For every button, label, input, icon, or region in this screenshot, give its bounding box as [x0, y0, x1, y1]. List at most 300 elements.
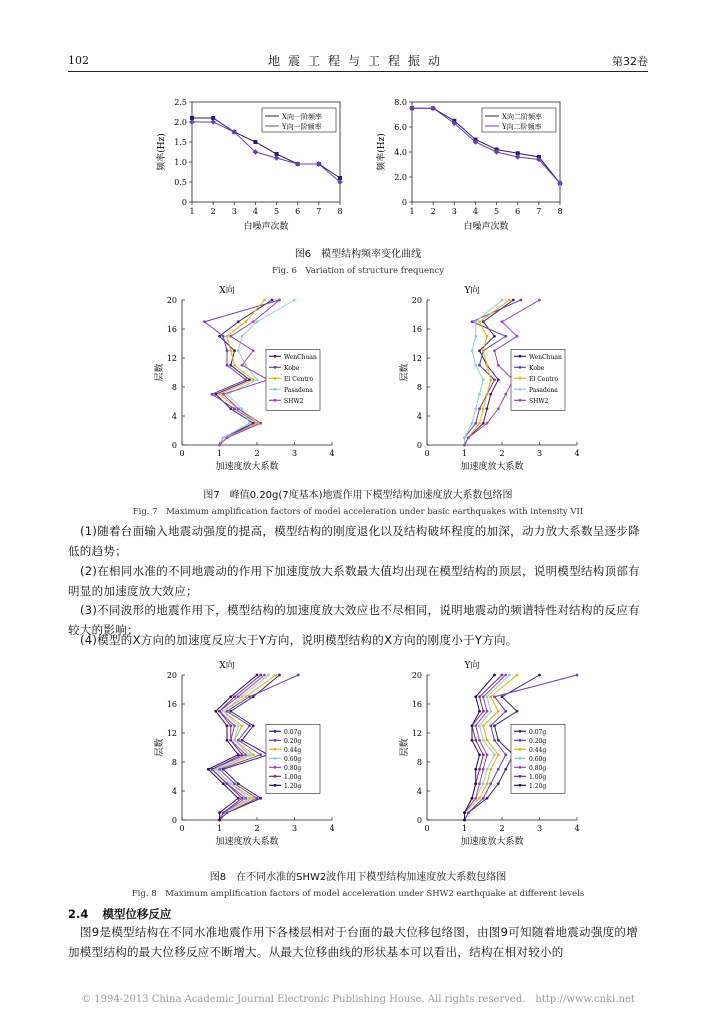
y-tick-label: 4 — [171, 412, 177, 421]
data-point — [189, 119, 195, 125]
data-point — [497, 378, 500, 381]
y-tick-label: 6.0 — [394, 123, 407, 132]
x-tick-label: 7 — [536, 207, 542, 216]
legend-label: WenChuan — [529, 353, 562, 361]
data-point — [576, 674, 579, 677]
data-point — [486, 335, 489, 338]
data-point — [486, 364, 489, 367]
data-point — [241, 797, 244, 800]
data-point — [256, 797, 259, 800]
legend-label: El Centro — [284, 375, 314, 383]
data-point — [489, 782, 492, 785]
y-tick-label: 4 — [416, 787, 422, 796]
data-point — [478, 422, 481, 425]
data-point — [493, 674, 496, 677]
data-point — [203, 320, 206, 323]
x-tick-label: 4 — [329, 824, 335, 833]
data-point — [237, 797, 240, 800]
y-tick-label: 0 — [171, 441, 177, 450]
data-point — [233, 739, 236, 742]
x-tick-label: 2 — [254, 449, 260, 458]
y-axis-label: 层数 — [400, 363, 410, 382]
data-point — [474, 422, 477, 425]
data-point — [497, 710, 500, 713]
data-point — [478, 797, 481, 800]
data-point — [256, 674, 259, 677]
fig6-caption-en: Fig. 6 Variation of structure frequency — [271, 266, 445, 276]
fig7-y-chart — [395, 280, 605, 470]
data-point — [486, 739, 489, 742]
data-point — [229, 407, 232, 410]
data-point — [233, 695, 236, 698]
data-point — [278, 674, 281, 677]
data-point — [467, 436, 470, 439]
list-item-3: (3)不同波形的地震作用下，模型结构的加速度放大效应也不尽相同，说明地震动的频谱特性对结构的反应有较大的影响； — [68, 603, 640, 637]
data-point — [504, 768, 507, 771]
data-point — [504, 753, 507, 756]
data-point — [493, 753, 496, 756]
data-point — [474, 724, 477, 727]
x-tick-label: 2 — [499, 824, 505, 833]
data-point — [222, 393, 225, 396]
y-tick-label: 0.5 — [174, 178, 187, 187]
fig6-left-chart — [150, 90, 350, 230]
data-point — [478, 739, 481, 742]
y-tick-label: 4 — [416, 412, 422, 421]
journal-title: 地震工程与工程振动 — [267, 54, 448, 68]
legend-label: Pasadena — [284, 386, 313, 394]
legend-marker — [519, 377, 522, 380]
y-tick-label: 20 — [166, 296, 177, 305]
data-point — [504, 710, 507, 713]
x-axis-label: 加速度放大系数 — [460, 837, 524, 847]
data-point — [474, 407, 477, 410]
y-tick-label: 20 — [166, 671, 177, 680]
data-point — [504, 674, 507, 677]
list-item-4: (4)模型的X方向的加速度反应大于Y方向，说明模型结构的X方向的刚度小于Y方向。 — [80, 633, 518, 647]
legend-label: Kobe — [284, 364, 300, 372]
x-tick-label: 3 — [536, 824, 543, 833]
legend-label: 0.80g — [284, 764, 302, 772]
page-number: 102 — [68, 54, 89, 67]
data-point — [489, 710, 492, 713]
data-point — [482, 349, 485, 352]
data-point — [226, 436, 229, 439]
data-point — [229, 349, 232, 352]
data-point — [486, 695, 489, 698]
fig7-caption-zh: 图7 峰值0.20g(7度基本)地震作用下模型结构加速度放大系数包络图 — [203, 490, 513, 501]
chart-title: Y向 — [464, 661, 480, 671]
data-point — [297, 674, 300, 677]
legend-label: SHW2 — [284, 397, 304, 405]
data-point — [489, 393, 492, 396]
data-point — [237, 782, 240, 785]
data-point — [226, 782, 229, 785]
data-point — [493, 724, 496, 727]
data-point — [237, 407, 240, 410]
data-point — [222, 782, 225, 785]
data-point — [259, 422, 262, 425]
x-tick-label: 3 — [231, 207, 237, 216]
data-point — [478, 364, 481, 367]
legend-marker — [519, 388, 522, 391]
data-point — [482, 768, 485, 771]
copyright-footer: © 1994-2013 China Academic Journal Electronic Publishing House. All rights reserved. http://www.cnki.net — [81, 994, 635, 1005]
data-point — [229, 695, 232, 698]
x-tick-label: 2 — [430, 207, 436, 216]
data-point — [226, 349, 229, 352]
y-tick-label: 0 — [181, 198, 187, 207]
y-tick-label: 20 — [411, 296, 422, 305]
data-point — [486, 393, 489, 396]
page-header — [68, 50, 648, 72]
y-tick-label: 1.5 — [174, 138, 187, 147]
y-tick-label: 4 — [171, 787, 177, 796]
x-tick-label: 0 — [179, 449, 185, 458]
data-point — [274, 155, 280, 161]
legend-marker — [519, 766, 522, 769]
data-point — [482, 407, 485, 410]
x-tick-label: 4 — [574, 449, 580, 458]
legend-label: El Centro — [529, 375, 559, 383]
y-axis-label: 频率(Hz) — [157, 133, 167, 171]
x-tick-label: 5 — [274, 207, 280, 216]
data-point — [478, 393, 481, 396]
data-point — [516, 335, 519, 338]
data-point — [489, 724, 492, 727]
legend-marker — [274, 377, 277, 380]
data-point — [237, 739, 240, 742]
data-point — [271, 299, 274, 302]
data-point — [241, 407, 244, 410]
x-tick-label: 1 — [461, 824, 468, 833]
legend-label: X向一阶频率 — [282, 113, 322, 121]
y-tick-label: 0 — [401, 198, 407, 207]
legend-label: 0.20g — [529, 737, 547, 745]
data-point — [474, 739, 477, 742]
y-tick-label: 12 — [411, 729, 422, 738]
data-point — [486, 422, 489, 425]
legend-label: 0.07g — [529, 728, 547, 736]
data-point — [489, 695, 492, 698]
x-tick-label: 1 — [216, 449, 223, 458]
fig8-x-chart — [150, 655, 360, 845]
data-point — [497, 782, 500, 785]
y-tick-label: 2.0 — [394, 173, 407, 182]
data-point — [512, 299, 515, 302]
x-tick-label: 1 — [409, 207, 415, 216]
data-point — [508, 674, 511, 677]
legend-marker — [519, 730, 522, 733]
fig7-x-chart — [150, 280, 360, 470]
section-number: 2.4 — [68, 907, 89, 921]
data-point — [493, 695, 496, 698]
data-point — [253, 140, 257, 144]
data-point — [482, 695, 485, 698]
data-point — [463, 811, 466, 814]
data-point — [248, 695, 251, 698]
data-point — [482, 378, 485, 381]
data-point — [478, 320, 481, 323]
data-point — [233, 724, 236, 727]
y-tick-label: 2.0 — [174, 118, 187, 127]
data-point — [211, 393, 214, 396]
data-point — [226, 364, 229, 367]
data-point — [293, 299, 296, 302]
data-point — [486, 407, 489, 410]
data-point — [482, 320, 485, 323]
chart-title: X向 — [219, 286, 235, 296]
chart-title: X向 — [219, 661, 235, 671]
data-point — [519, 299, 522, 302]
x-tick-label: 0 — [424, 449, 430, 458]
x-tick-label: 6 — [295, 207, 301, 216]
data-point — [214, 710, 217, 713]
x-tick-label: 3 — [451, 207, 457, 216]
data-point — [237, 753, 240, 756]
data-point — [210, 119, 216, 125]
x-tick-label: 0 — [179, 824, 185, 833]
y-tick-label: 16 — [166, 700, 177, 709]
x-tick-label: 4 — [472, 207, 478, 216]
y-tick-label: 1.0 — [174, 158, 187, 167]
data-point — [241, 364, 244, 367]
data-point — [478, 724, 481, 727]
data-point — [478, 782, 481, 785]
data-point — [233, 349, 236, 352]
data-point — [274, 674, 277, 677]
data-point — [244, 753, 247, 756]
data-point — [278, 299, 281, 302]
list-item-2: (2)在相同水准的不同地震动的作用下加速度放大系数最大值均出现在模型结构的顶层，说明模型结构顶部有明显的加速度放大效应； — [68, 564, 640, 598]
y-tick-label: 2.5 — [174, 98, 187, 107]
data-point — [263, 674, 266, 677]
data-point — [241, 753, 244, 756]
data-point — [218, 444, 221, 447]
data-point — [229, 724, 232, 727]
legend-marker — [274, 784, 277, 787]
legend-marker — [274, 748, 277, 751]
data-point — [482, 797, 485, 800]
x-tick-label: 1 — [189, 207, 195, 216]
legend-marker — [519, 748, 522, 751]
data-point — [493, 739, 496, 742]
section-title: 模型位移反应 — [102, 907, 172, 921]
x-axis-label: 加速度放大系数 — [215, 837, 279, 847]
data-point — [493, 349, 496, 352]
data-point — [501, 674, 504, 677]
data-point — [478, 753, 481, 756]
legend-marker — [274, 366, 277, 369]
data-point — [538, 299, 541, 302]
data-point — [256, 320, 259, 323]
data-point — [471, 724, 474, 727]
x-tick-label: 1 — [216, 824, 223, 833]
data-point — [237, 349, 240, 352]
y-tick-label: 0 — [416, 816, 422, 825]
y-tick-label: 4.0 — [394, 148, 407, 157]
data-point — [229, 782, 232, 785]
header-rule — [68, 71, 648, 72]
x-tick-label: 2 — [499, 449, 505, 458]
data-point — [482, 724, 485, 727]
data-point — [497, 753, 500, 756]
data-point — [248, 753, 251, 756]
x-tick-label: 3 — [291, 449, 298, 458]
legend-marker — [274, 355, 277, 358]
x-tick-label: 4 — [574, 824, 580, 833]
data-point — [486, 782, 489, 785]
data-point — [252, 797, 255, 800]
data-point — [233, 364, 236, 367]
legend-label: Y向一阶频率 — [282, 123, 322, 131]
data-point — [486, 753, 489, 756]
data-point — [263, 299, 266, 302]
y-tick-label: 16 — [411, 325, 422, 334]
section-heading — [68, 906, 171, 922]
y-axis-label: 层数 — [155, 738, 165, 757]
legend-marker — [274, 739, 277, 742]
data-point — [259, 797, 262, 800]
fig8-caption-zh: 图8 在不同水准的SHW2波作用下模型结构加速度放大系数包络图 — [209, 872, 507, 883]
legend-label: 0.07g — [284, 728, 302, 736]
data-point — [497, 407, 500, 410]
data-point — [478, 407, 481, 410]
x-tick-label: 3 — [291, 824, 298, 833]
data-point — [244, 797, 247, 800]
x-tick-label: 7 — [316, 207, 322, 216]
data-point — [471, 797, 474, 800]
data-point — [474, 768, 477, 771]
data-point — [516, 674, 519, 677]
data-point — [259, 674, 262, 677]
data-point — [482, 710, 485, 713]
data-point — [229, 364, 232, 367]
legend-marker — [519, 366, 522, 369]
data-point — [248, 422, 251, 425]
data-point — [244, 378, 247, 381]
body-paragraph: 图9是模型结构在不同水准地震作用下各楼层相对于台面的最大位移包络图，由图9可知随着地震动强度的增加模型结构的最大位移反应不断增大。从最大位移曲线的形状基本可以看出，结构在相对较小的 — [68, 925, 639, 959]
x-tick-label: 6 — [515, 207, 521, 216]
data-point — [226, 724, 229, 727]
data-point — [222, 436, 225, 439]
legend-marker — [274, 388, 277, 391]
y-axis-label: 层数 — [400, 738, 410, 757]
data-point — [504, 335, 507, 338]
data-point — [244, 695, 247, 698]
data-point — [463, 444, 466, 447]
x-tick-label: 2 — [254, 824, 260, 833]
x-tick-label: 5 — [494, 207, 500, 216]
data-point — [478, 349, 481, 352]
legend-label: SHW2 — [529, 397, 549, 405]
y-tick-label: 8 — [416, 383, 422, 392]
legend-marker — [519, 399, 522, 402]
data-point — [471, 349, 474, 352]
data-point — [233, 407, 236, 410]
data-point — [501, 320, 504, 323]
data-point — [471, 422, 474, 425]
data-point — [252, 753, 255, 756]
data-point — [489, 378, 492, 381]
data-point — [478, 768, 481, 771]
data-point — [489, 768, 492, 771]
y-tick-label: 0 — [416, 441, 422, 450]
data-point — [222, 335, 225, 338]
data-point — [252, 320, 255, 323]
data-point — [463, 436, 466, 439]
data-point — [229, 335, 232, 338]
data-point — [241, 739, 244, 742]
legend-label: Pasadena — [529, 386, 558, 394]
data-point — [233, 782, 236, 785]
data-point — [478, 695, 481, 698]
data-point — [237, 320, 240, 323]
y-tick-label: 12 — [411, 354, 422, 363]
legend-label: 0.44g — [529, 746, 547, 754]
x-tick-label: 0 — [424, 824, 430, 833]
legend-label: 1.20g — [284, 782, 302, 790]
data-point — [504, 393, 507, 396]
data-point — [486, 710, 489, 713]
y-tick-label: 8 — [171, 383, 177, 392]
legend-label: Y向二阶频率 — [502, 123, 542, 131]
y-tick-label: 12 — [166, 354, 177, 363]
data-point — [218, 710, 221, 713]
data-point — [463, 819, 466, 822]
data-point — [207, 768, 210, 771]
x-tick-label: 4 — [252, 207, 258, 216]
x-tick-label: 8 — [337, 207, 343, 216]
fig6-caption-zh: 图6 模型结构频率变化曲线 — [294, 249, 422, 260]
legend-marker — [519, 757, 522, 760]
legend-label: 0.60g — [284, 755, 302, 763]
data-point — [538, 674, 541, 677]
x-tick-label: 1 — [461, 449, 468, 458]
data-point — [229, 710, 232, 713]
y-tick-label: 20 — [411, 671, 422, 680]
data-point — [471, 739, 474, 742]
data-point — [218, 819, 221, 822]
legend-label: WenChuan — [284, 353, 317, 361]
data-point — [474, 364, 477, 367]
legend-label: 0.60g — [529, 755, 547, 763]
y-tick-label: 8 — [416, 758, 422, 767]
data-point — [486, 797, 489, 800]
legend-marker — [274, 766, 277, 769]
data-point — [497, 364, 500, 367]
data-point — [252, 349, 255, 352]
data-point — [501, 299, 504, 302]
data-point — [218, 335, 221, 338]
data-point — [474, 782, 477, 785]
y-tick-label: 16 — [411, 700, 422, 709]
x-tick-label: 4 — [329, 449, 335, 458]
x-axis-label: 加速度放大系数 — [215, 462, 279, 472]
legend-label: 1.00g — [529, 773, 547, 781]
y-tick-label: 0 — [171, 816, 177, 825]
data-point — [226, 739, 229, 742]
legend-label: 0.80g — [529, 764, 547, 772]
y-tick-label: 12 — [166, 729, 177, 738]
data-point — [226, 710, 229, 713]
data-point — [508, 299, 511, 302]
data-point — [474, 320, 477, 323]
legend-label: 0.44g — [284, 746, 302, 754]
legend-label: X向二阶频率 — [502, 113, 542, 121]
volume-label: 第32卷 — [612, 55, 648, 68]
data-point — [474, 695, 477, 698]
